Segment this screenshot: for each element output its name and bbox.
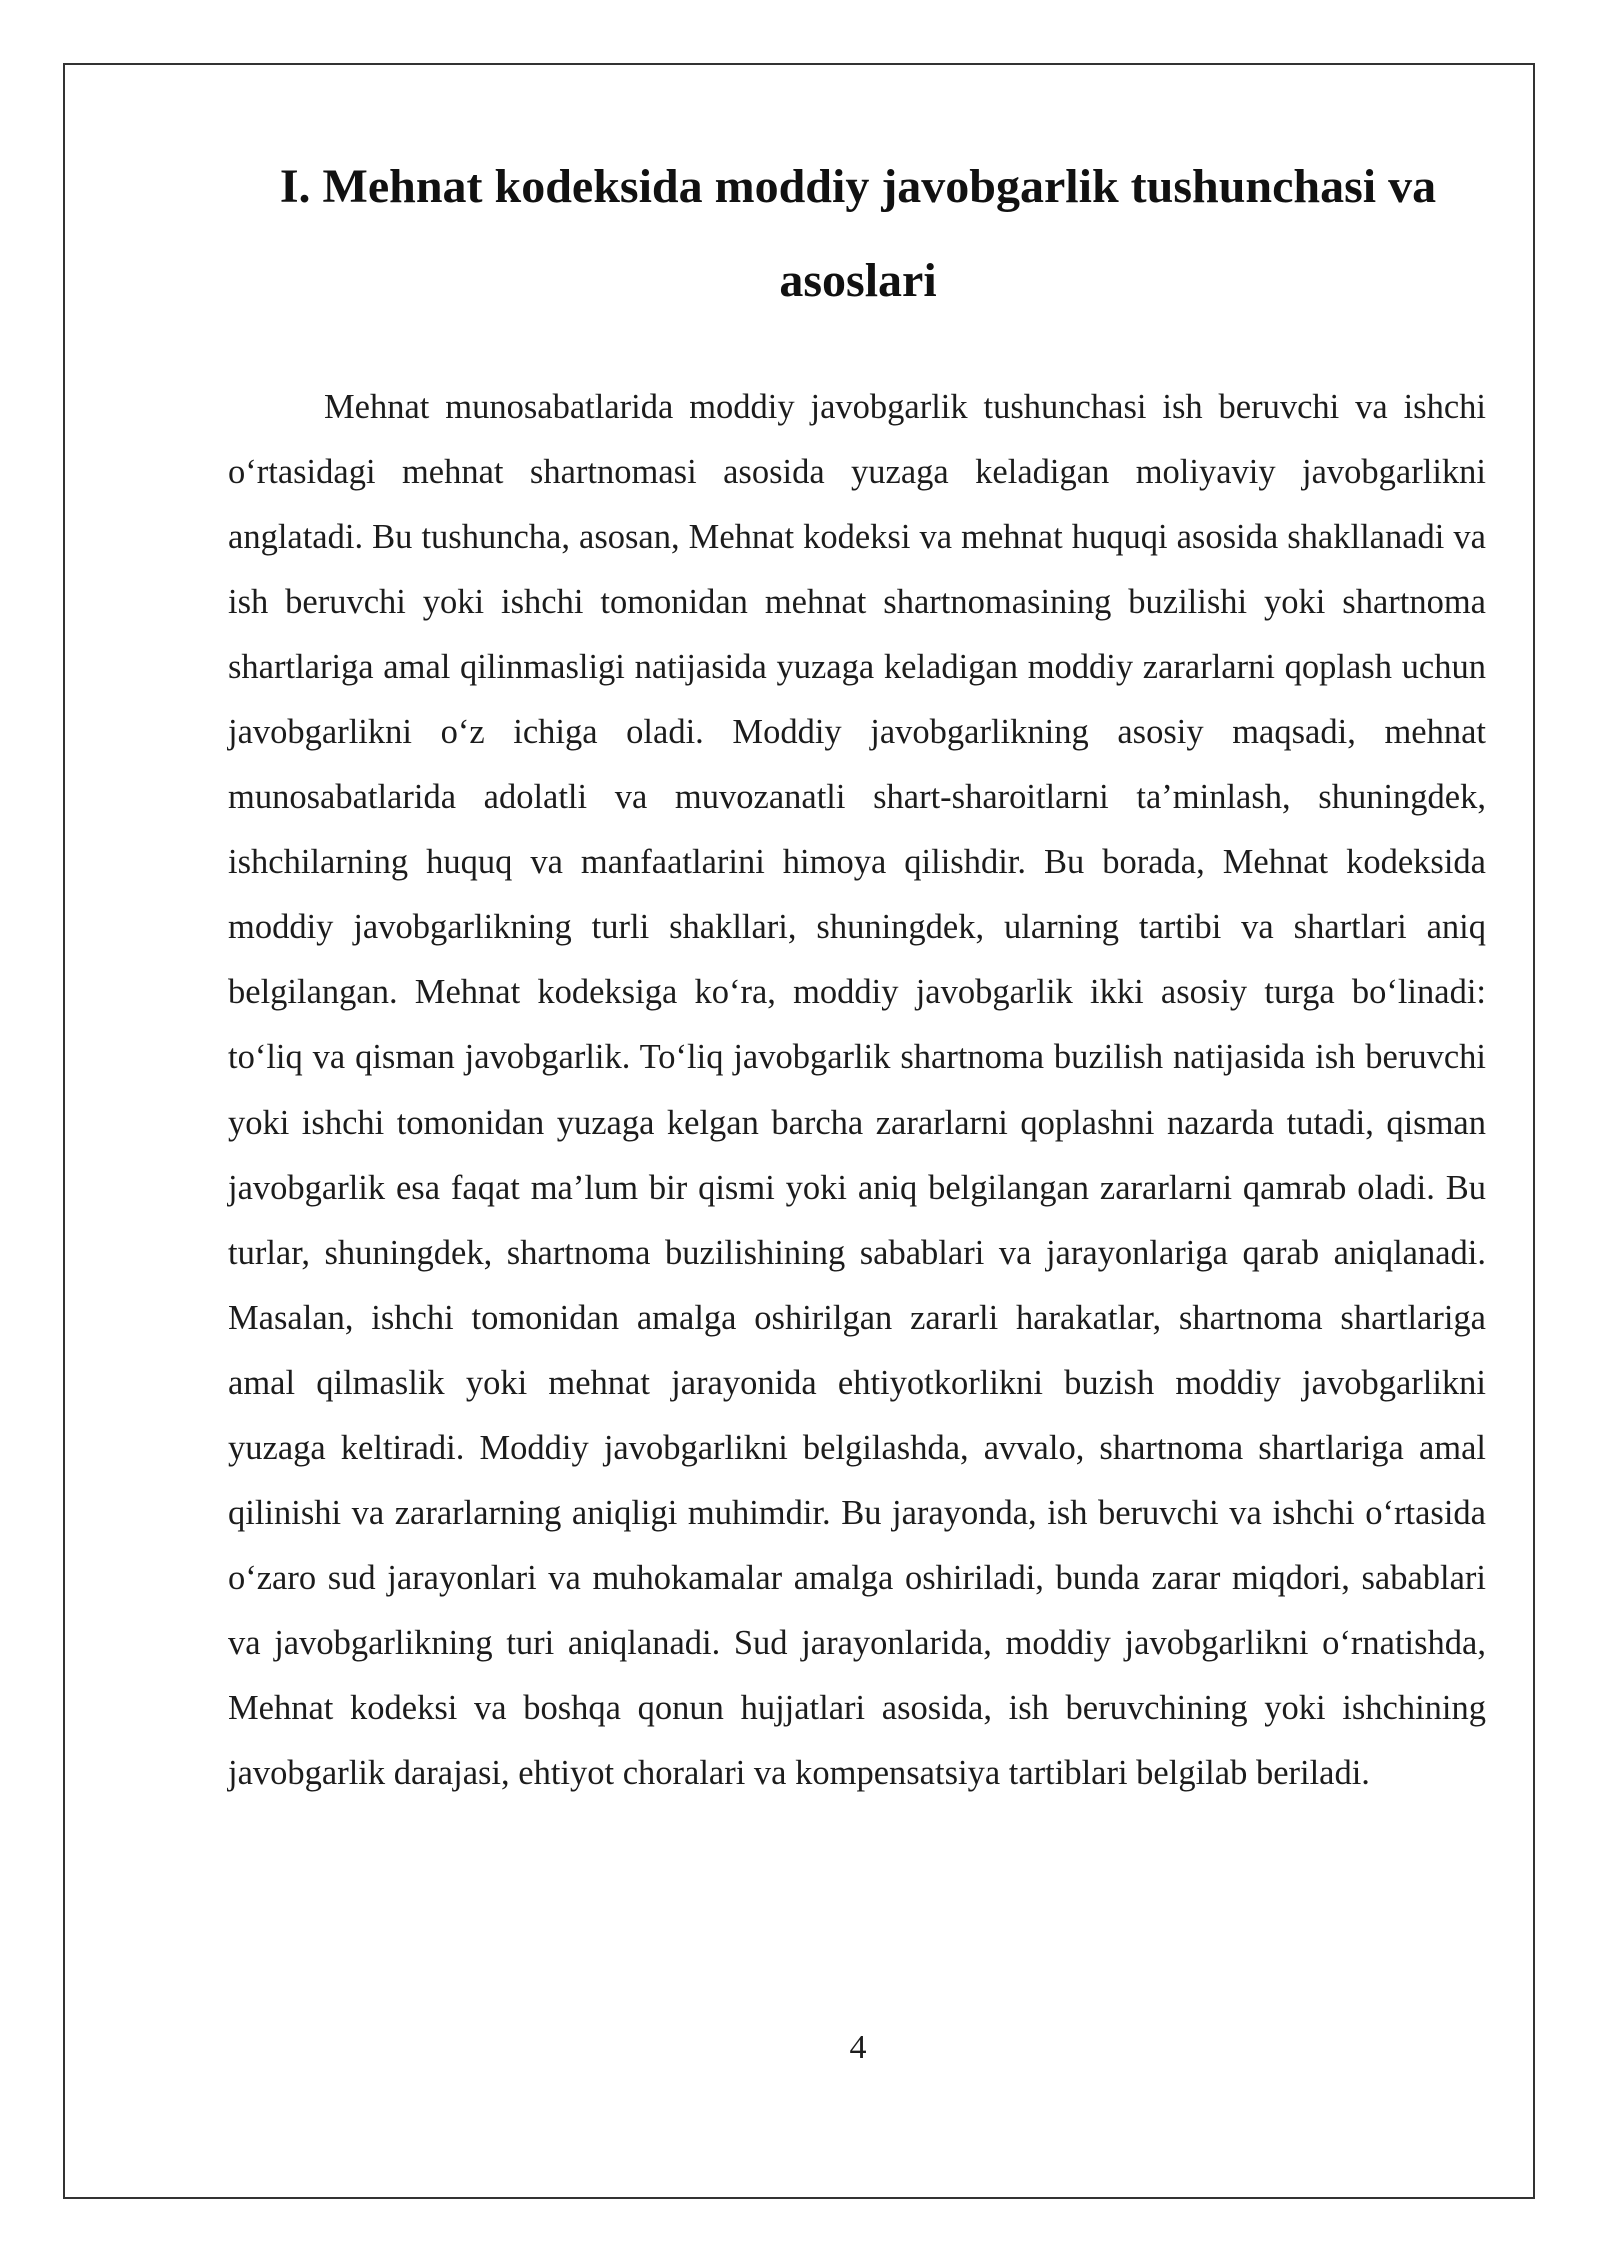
body-paragraph: Mehnat munosabatlarida moddiy javobgarlik tushunchasi ish beruvchi va ishchi o‘rtasidagi mehnat shartnomasi asosida yuzaga keladigan moliyaviy javobgarlikni anglatadi. Bu tushuncha, asosan, Mehnat kodeksi va mehnat huquqi asosida shakllanadi va ish beruvchi yoki ishchi tomonidan mehnat shartnomasining buzilishi yoki shartnoma shartlariga amal qilinmasligi natijasida yuzaga keladigan moddiy zararlarni qoplash uchun javobgarlikni o‘z ichiga oladi. Moddiy javobgarlikning asosiy maqsadi, mehnat munosabatlarida adolatli va muvozanatli shart-sharoitlarni ta’minlash, shuningdek, ishchilarning huquq va manfaatlarini himoya qilishdir. Bu borada, Mehnat kodeksida moddiy javobgarlikning turli shakllari, shuningdek, ularning tartibi va shartlari aniq belgilangan. Mehnat kodeksiga ko‘ra, moddiy javobgarlik ikki asosiy turga bo‘linadi: to‘liq va qisman javobgarlik. To‘liq javobgarlik shartnoma buzilish natijasida ish beruvchi yoki ishchi tomonidan yuzaga kelgan barcha zararlarni qoplashni nazarda tutadi, qisman javobgarlik esa faqat ma’lum bir qismi yoki aniq belgilangan zararlarni qamrab oladi. Bu turlar, shuningdek, shartnoma buzilishining sabablari va jarayonlariga qarab aniqlanadi. Masalan, ishchi tomonidan amalga oshirilgan zararli harakatlar, shartnoma shartlariga amal qilmaslik yoki mehnat jarayonida ehtiyotkorlikni buzish moddiy javobgarlikni yuzaga keltiradi. Moddiy javobgarlikni belgilashda, avvalo, shartnoma shartlariga amal qilinishi va zararlarning aniqligi muhimdir. Bu jarayonda, ish beruvchi va ishchi o‘rtasida o‘zaro sud jarayonlari va muhokamalar amalga oshiriladi, bunda zarar miqdori, sabablari va javobgarlikning turi aniqlanadi. Sud jarayonlarida, moddiy javobgarlikni o‘rnatishda, Mehnat kodeksi va boshqa qonun hujjatlari asosida, ish beruvchining yoki ishchining javobgarlik darajasi, ehtiyot choralari va kompensatsiya tartiblari belgilab beriladi.: [228, 388, 1486, 1792]
page-number: 4: [849, 2029, 867, 2066]
section-heading: I. Mehnat kodeksida moddiy javobgarlik tushunchasi va asoslari: [279, 160, 1437, 307]
